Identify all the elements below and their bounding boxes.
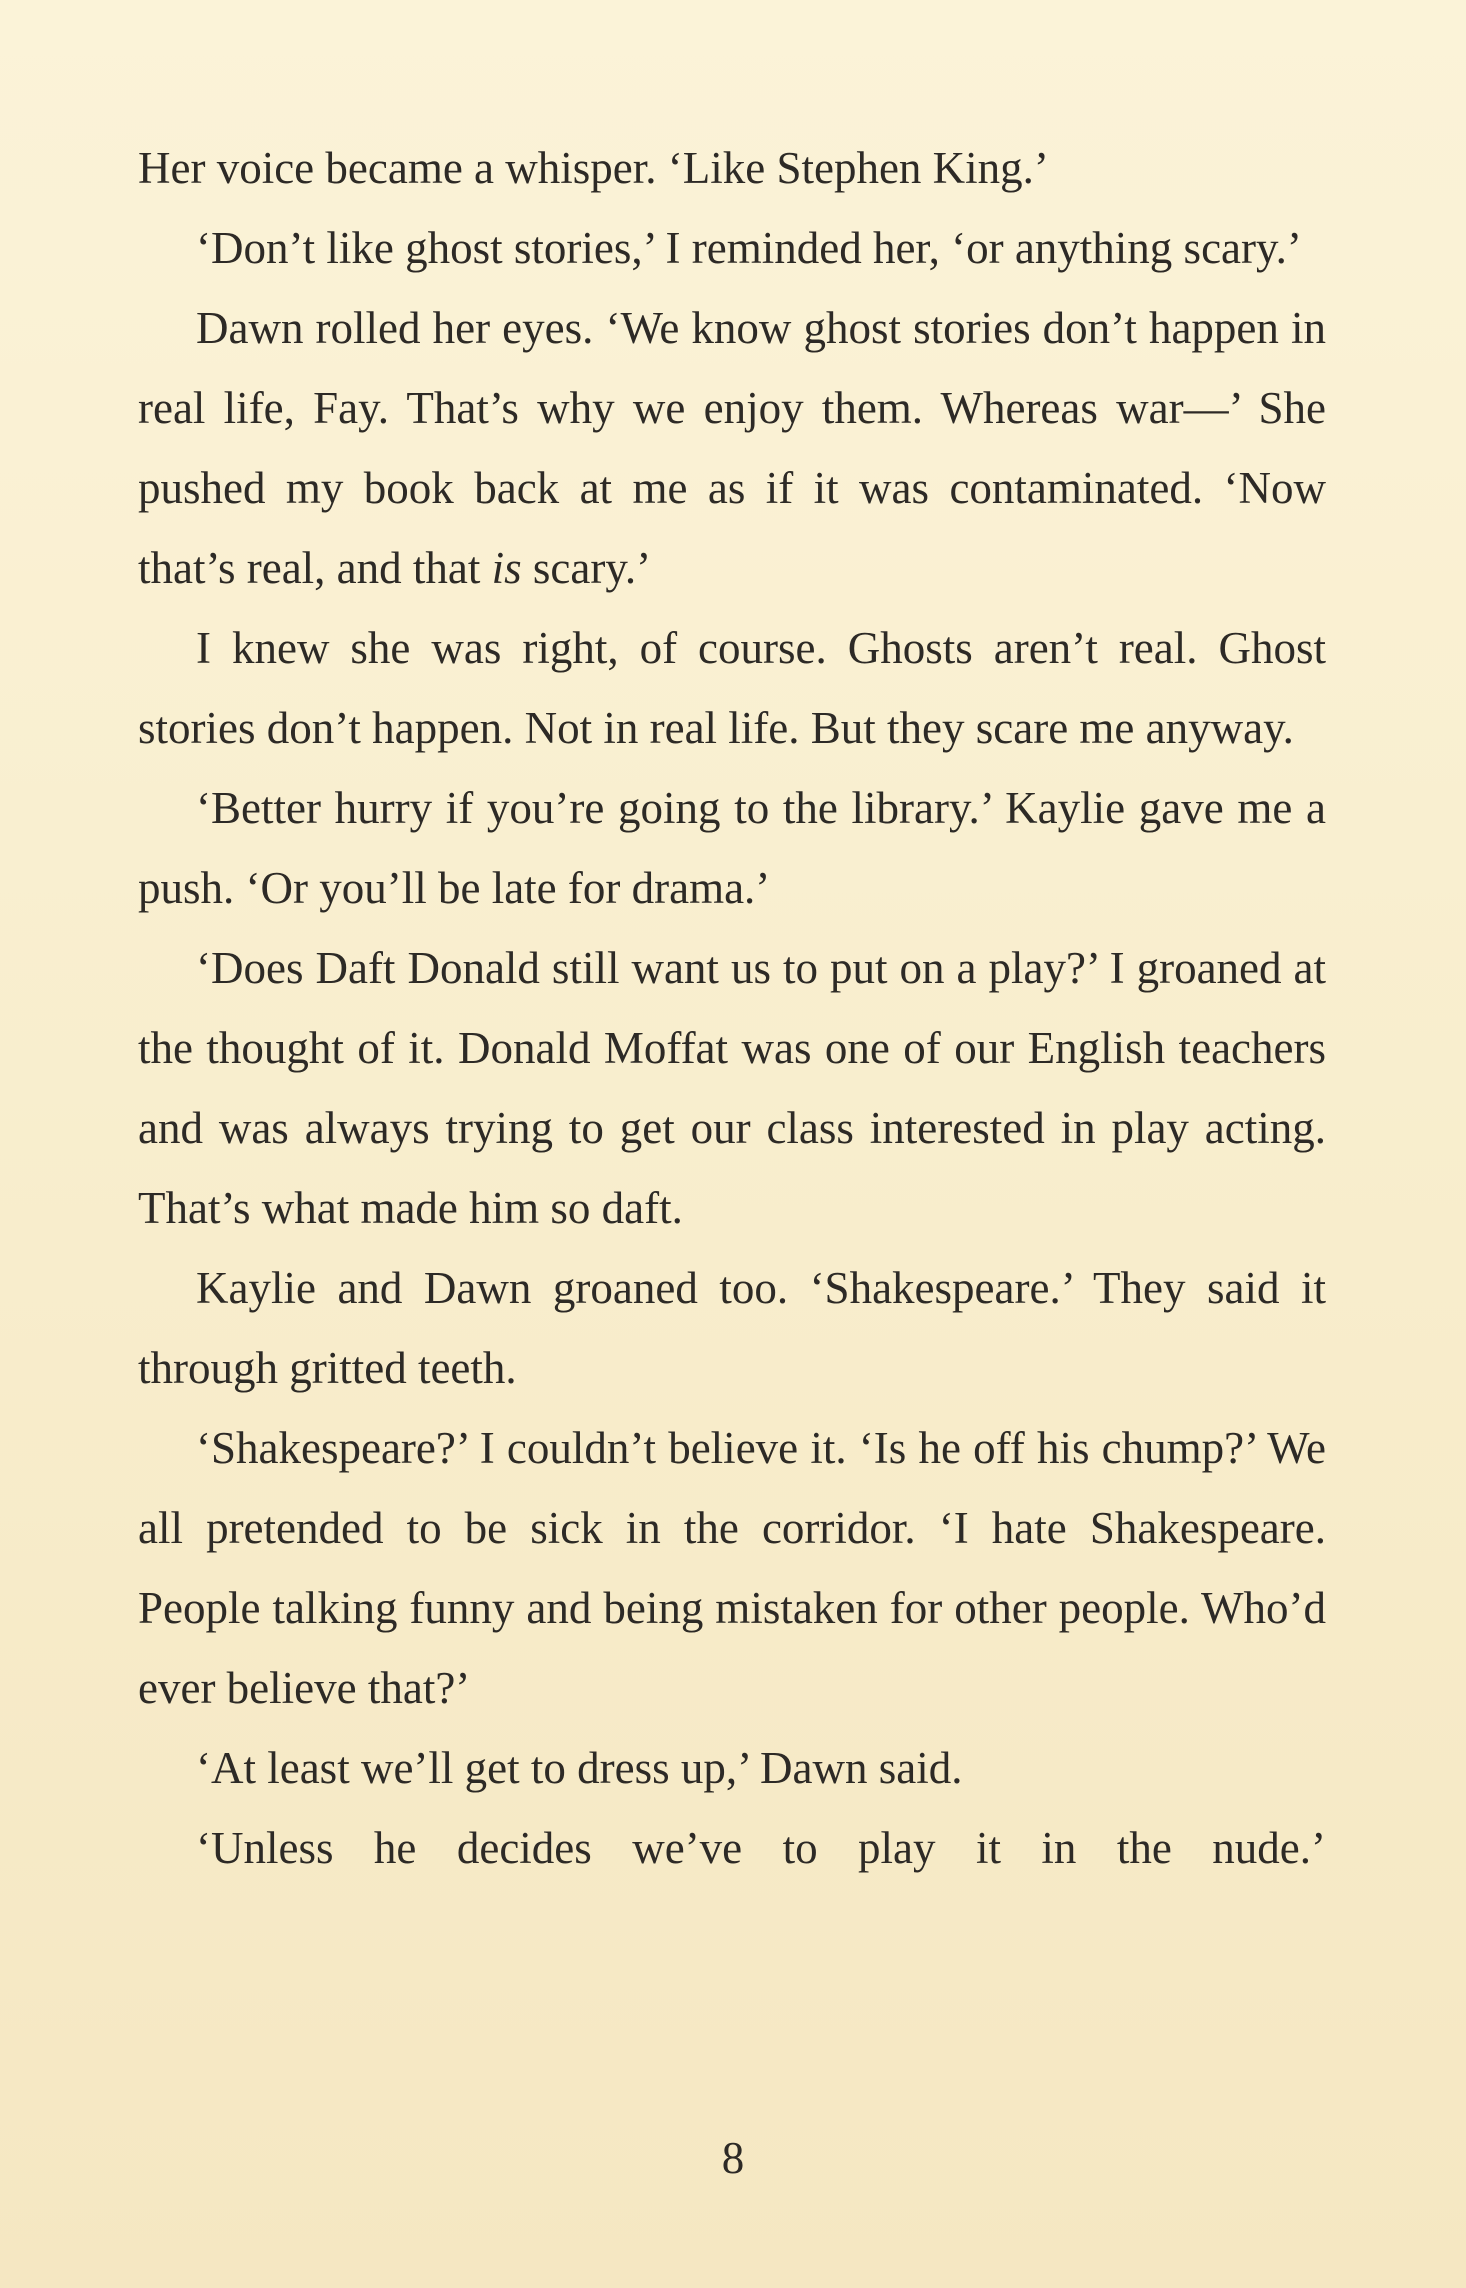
paragraph-9: ‘At least we’ll get to dress up,’ Dawn said. bbox=[196, 1743, 963, 1793]
body-text bbox=[138, 128, 1326, 1888]
paragraph-6: ‘Does Daft Donald still want us to put on a play?’ I groaned at the thought of it. Donald Moffat was one of our English teachers and was always trying to get our class interested in play acting. That’s what made him so daft. bbox=[138, 943, 1326, 1233]
page-number: 8 bbox=[721, 2133, 745, 2183]
paragraph-3 bbox=[138, 288, 1326, 608]
emphasis-word: is bbox=[491, 543, 522, 593]
paragraph-7: Kaylie and Dawn groaned too. ‘Shakespeare.’ They said it through gritted teeth. bbox=[138, 1263, 1326, 1393]
paragraph-4: I knew she was right, of course. Ghosts aren’t real. Ghost stories don’t happen. Not in real life. But they scare me anyway. bbox=[138, 623, 1326, 753]
paragraph-10: ‘Unless he decides we’ve to play it in the nude.’ bbox=[196, 1823, 1326, 1873]
paragraph-3-text: Dawn rolled her eyes. ‘We know ghost stories don’t happen in real life, Fay. That’s why we enjoy them. Whereas war—’ She pushed my book back at me as if it was contaminated. ‘Now that’s real, and that bbox=[138, 303, 1326, 593]
paragraph-3-end: scary.’ bbox=[521, 543, 652, 593]
paragraph-2: ‘Don’t like ghost stories,’ I reminded her, ‘or anything scary.’ bbox=[196, 223, 1302, 273]
paragraph-8: ‘Shakespeare?’ I couldn’t believe it. ‘Is he off his chump?’ We all pretended to be sick in the corridor. ‘I hate Shakespeare. People talking funny and being mistaken for other people. Who’d ever believe that?’ bbox=[138, 1423, 1326, 1713]
paragraph-1: Her voice became a whisper. ‘Like Stephen King.’ bbox=[138, 143, 1049, 193]
paragraph-5: ‘Better hurry if you’re going to the library.’ Kaylie gave me a push. ‘Or you’ll be late for drama.’ bbox=[138, 783, 1326, 913]
